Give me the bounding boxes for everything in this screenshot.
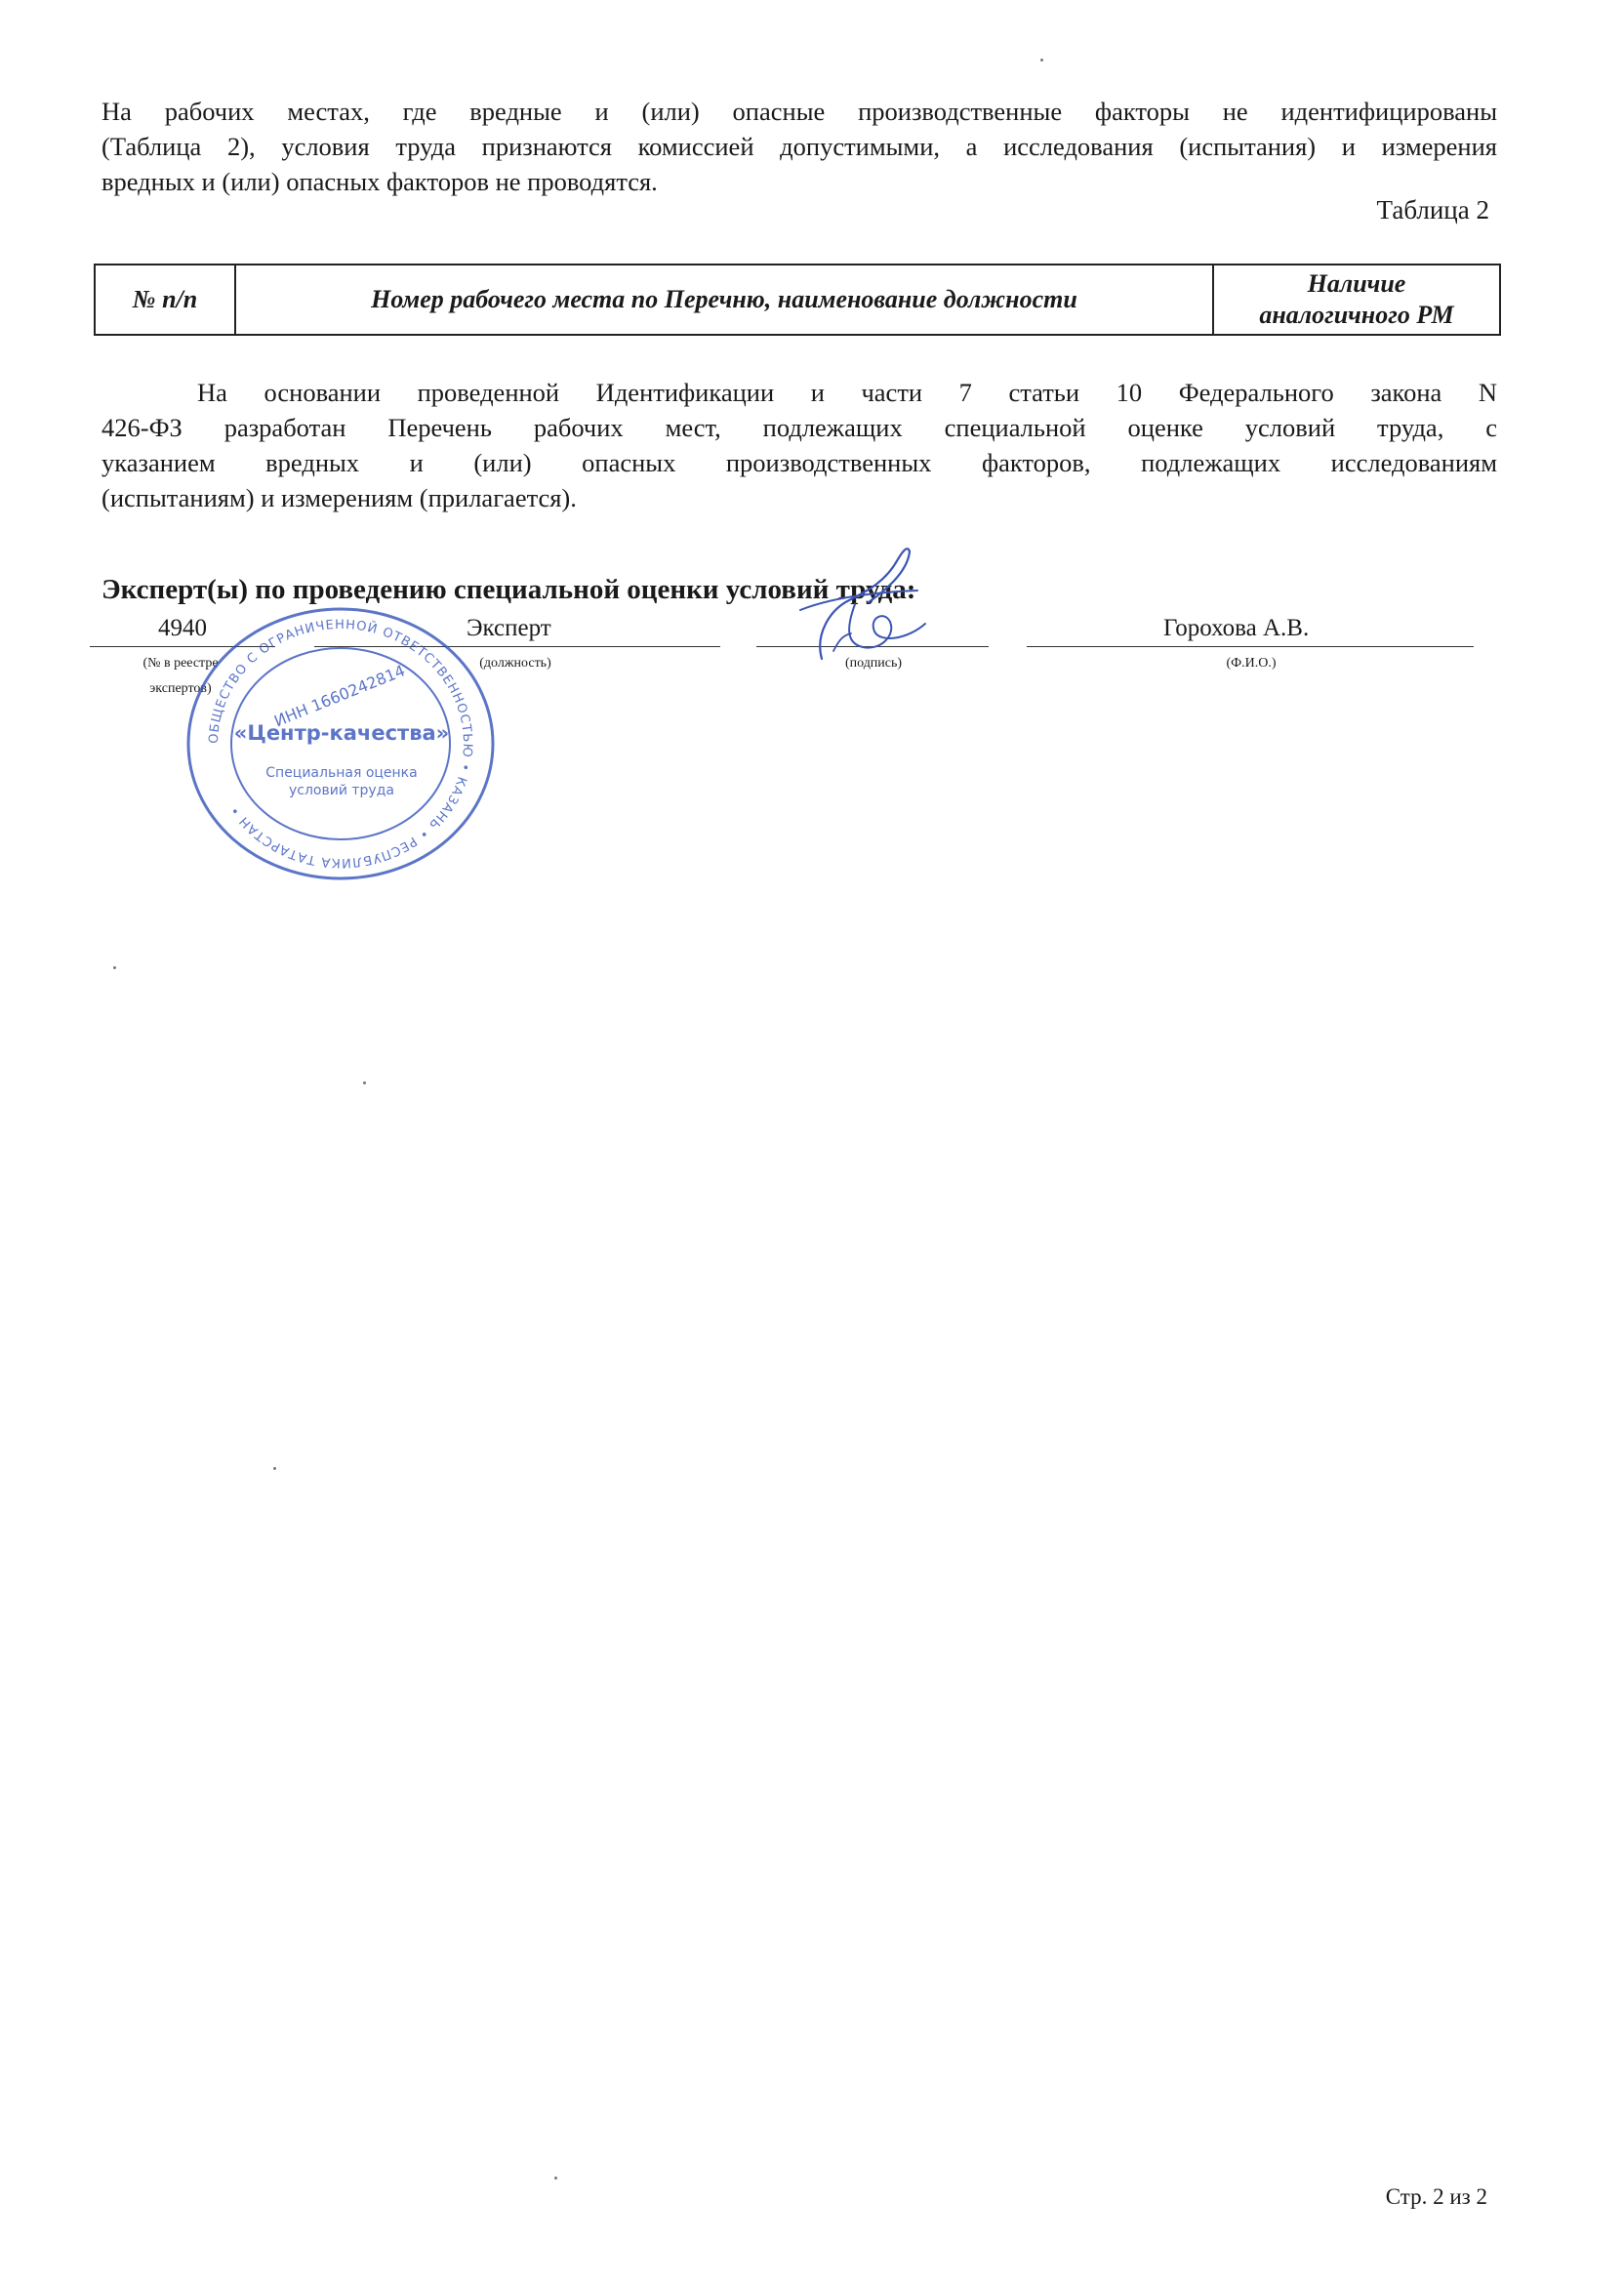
scan-speck: [273, 1467, 276, 1470]
company-stamp: [183, 605, 498, 882]
position-caption: (должность): [479, 656, 551, 671]
basis-line-4: (испытаниям) и измерениям (прилагается).: [102, 483, 577, 512]
registry-number: 4940: [158, 615, 207, 641]
basis-line-2: 426-ФЗ разработан Перечень рабочих мест, подлежащих специальной оценке условий труда, с: [102, 413, 1497, 442]
stamp-bottom-line-1: Специальная оценка: [265, 765, 418, 781]
expert-heading: Эксперт(ы) по проведению специальной оценки условий труда:: [102, 574, 916, 605]
intro-paragraph: [102, 94, 1497, 199]
table-header-row: [95, 265, 1500, 335]
basis-line-1: На основании проведенной Идентификации и части 7 статьи 10 Федерального закона N: [197, 378, 1497, 407]
intro-line-1: На рабочих местах, где вредные и (или) опасные производственные факторы не идентифицированы: [102, 97, 1497, 126]
scan-speck: [363, 1081, 366, 1084]
scan-speck: [554, 2177, 557, 2180]
stamp-inn: ИНН 1660242814: [271, 661, 408, 731]
name-line: [1027, 645, 1474, 647]
intro-line-3: вредных и (или) опасных факторов не проводятся.: [102, 167, 658, 196]
table-2: [94, 264, 1501, 336]
stamp-bottom-line-2: условий труда: [289, 783, 394, 798]
table-caption: Таблица 2: [1376, 195, 1489, 224]
registry-caption-line-2: экспертов): [149, 681, 212, 696]
header-analog-line-1: Наличие: [1307, 269, 1406, 298]
stamp-ring-text: ОБЩЕСТВО С ОГРАНИЧЕННОЙ ОТВЕТСТВЕННОСТЬЮ • КАЗАНЬ • РЕСПУБЛИКА ТАТАРСТАН •: [206, 617, 475, 871]
basis-line-3: указанием вредных и (или) опасных производственных факторов, подлежащих исследованиям: [102, 448, 1497, 477]
header-position: Номер рабочего места по Перечню, наименование должности: [235, 265, 1213, 335]
scan-speck: [1040, 59, 1043, 61]
basis-paragraph: [102, 375, 1497, 515]
name-caption: (Ф.И.О.): [1226, 656, 1277, 671]
registry-caption-line-1: (№ в реестре: [142, 656, 219, 671]
position-value: Эксперт: [467, 615, 551, 641]
header-analog: [1213, 265, 1500, 335]
header-analog-line-2: аналогичного РМ: [1259, 301, 1454, 329]
header-number: № п/п: [95, 265, 235, 335]
stamp-center-text: «Центр-качества»: [233, 721, 450, 745]
signature-scribble: [761, 542, 947, 669]
signature-caption: (подпись): [844, 656, 903, 671]
scan-speck: [113, 966, 116, 969]
page-number: Стр. 2 из 2: [1385, 2184, 1487, 2209]
name-value: Горохова А.В.: [1163, 615, 1310, 641]
intro-line-2: (Таблица 2), условия труда признаются комиссией допустимыми, а исследования (испытания) и измерения: [102, 132, 1497, 161]
